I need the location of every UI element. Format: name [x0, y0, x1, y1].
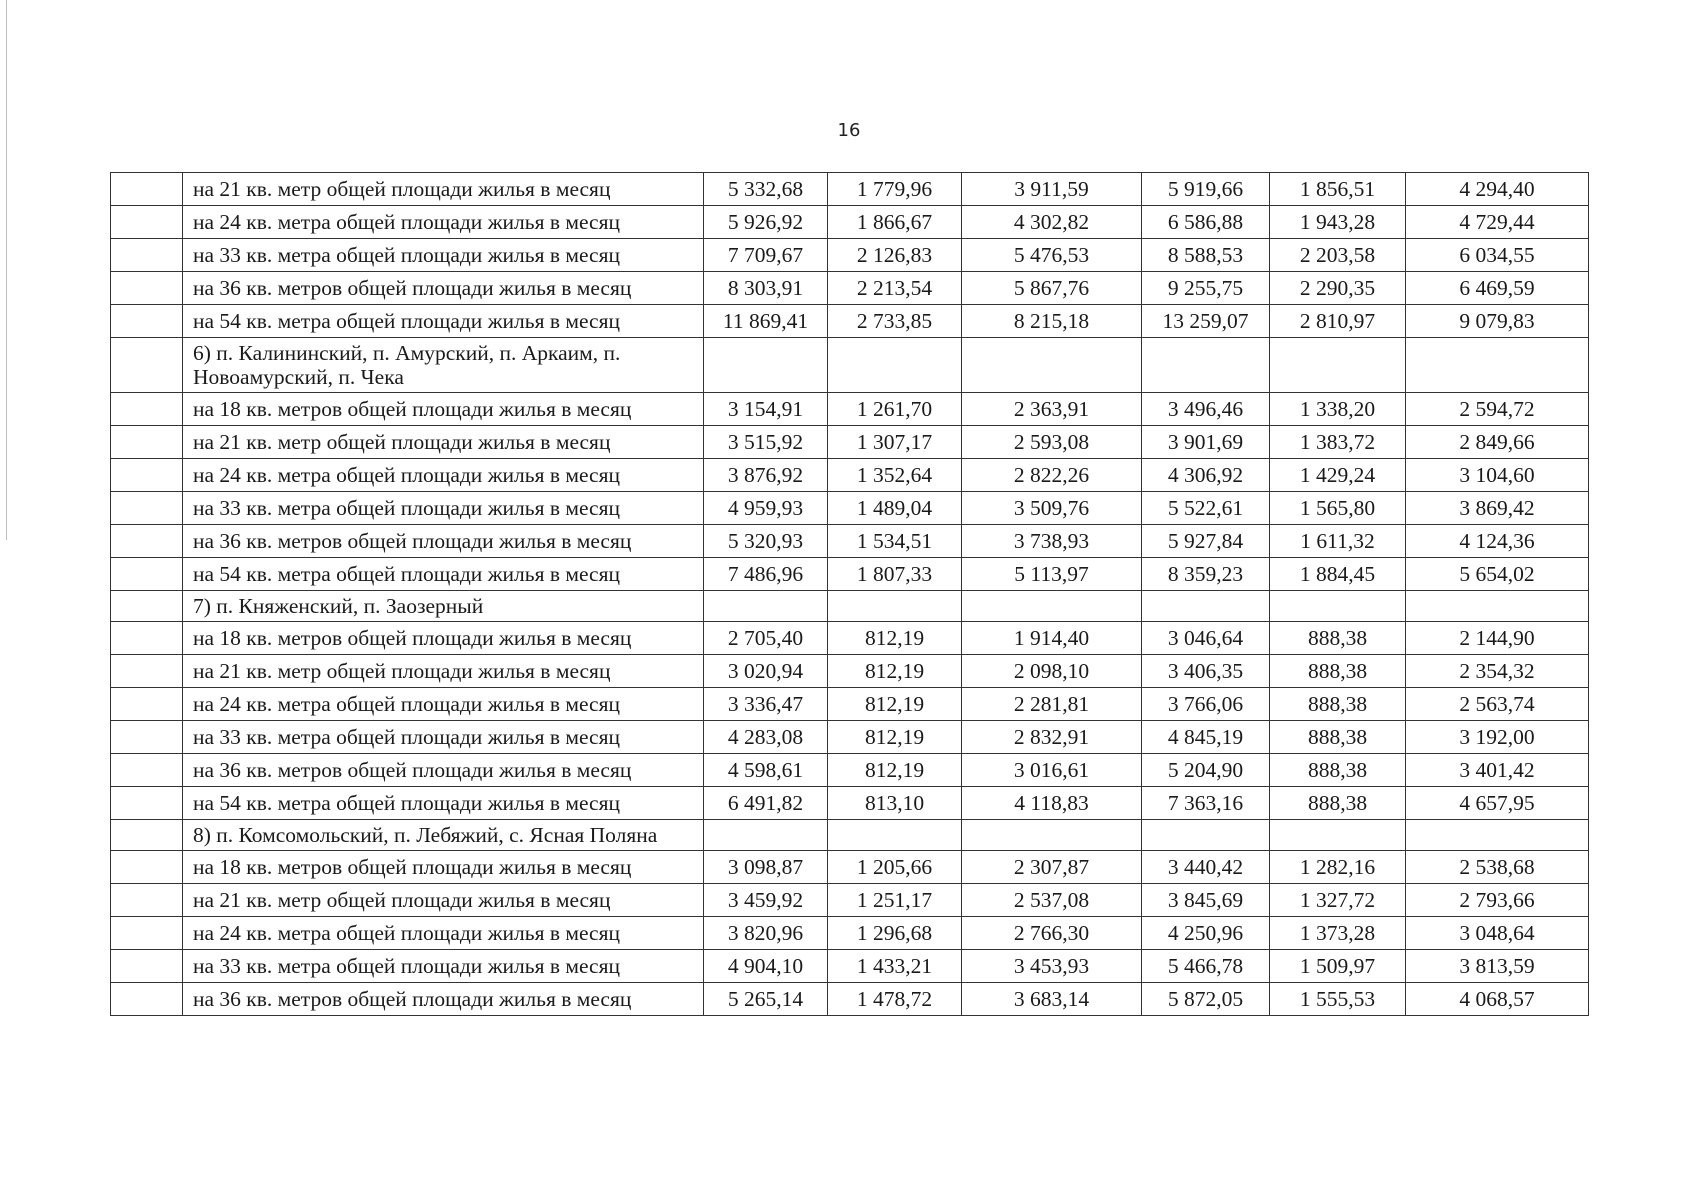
row-label: на 18 кв. метров общей площади жилья в месяц	[183, 622, 704, 655]
value-cell: 813,10	[828, 787, 962, 820]
value-cell: 8 359,23	[1142, 558, 1270, 591]
table-row	[111, 787, 1589, 820]
table-row	[111, 655, 1589, 688]
table-row	[111, 884, 1589, 917]
table-row	[111, 754, 1589, 787]
value-cell: 5 867,76	[962, 272, 1142, 305]
value-cell: 3 192,00	[1406, 721, 1589, 754]
value-cell: 1 433,21	[828, 950, 962, 983]
value-cell: 2 832,91	[962, 721, 1142, 754]
value-cell: 1 866,67	[828, 206, 962, 239]
value-cell: 3 459,92	[704, 884, 828, 917]
empty-cell	[1270, 338, 1406, 393]
table-row	[111, 272, 1589, 305]
row-number-cell	[111, 787, 183, 820]
value-cell: 3 901,69	[1142, 426, 1270, 459]
value-cell: 812,19	[828, 688, 962, 721]
value-cell: 3 820,96	[704, 917, 828, 950]
table-row	[111, 525, 1589, 558]
row-number-cell	[111, 206, 183, 239]
value-cell: 3 016,61	[962, 754, 1142, 787]
empty-cell	[704, 820, 828, 851]
value-cell: 1 807,33	[828, 558, 962, 591]
empty-cell	[704, 591, 828, 622]
row-number-cell	[111, 851, 183, 884]
row-label: на 21 кв. метр общей площади жилья в месяц	[183, 173, 704, 206]
empty-cell	[1142, 820, 1270, 851]
value-cell: 2 537,08	[962, 884, 1142, 917]
value-cell: 2 810,97	[1270, 305, 1406, 338]
value-cell: 5 466,78	[1142, 950, 1270, 983]
value-cell: 812,19	[828, 754, 962, 787]
value-cell: 1 943,28	[1270, 206, 1406, 239]
row-number-cell	[111, 173, 183, 206]
table-row	[111, 206, 1589, 239]
section-row	[111, 820, 1589, 851]
value-cell: 2 126,83	[828, 239, 962, 272]
value-cell: 2 538,68	[1406, 851, 1589, 884]
value-cell: 2 594,72	[1406, 393, 1589, 426]
value-cell: 3 336,47	[704, 688, 828, 721]
table-row	[111, 239, 1589, 272]
value-cell: 2 849,66	[1406, 426, 1589, 459]
value-cell: 2 098,10	[962, 655, 1142, 688]
section-title: 7) п. Княженский, п. Заозерный	[183, 591, 704, 622]
empty-cell	[1142, 591, 1270, 622]
value-cell: 2 290,35	[1270, 272, 1406, 305]
row-number-cell	[111, 688, 183, 721]
value-cell: 1 779,96	[828, 173, 962, 206]
row-number-cell	[111, 721, 183, 754]
row-label: на 18 кв. метров общей площади жилья в месяц	[183, 393, 704, 426]
row-number-cell	[111, 591, 183, 622]
value-cell: 4 124,36	[1406, 525, 1589, 558]
table-row	[111, 851, 1589, 884]
table-row	[111, 917, 1589, 950]
value-cell: 1 856,51	[1270, 173, 1406, 206]
value-cell: 3 738,93	[962, 525, 1142, 558]
value-cell: 3 869,42	[1406, 492, 1589, 525]
row-number-cell	[111, 622, 183, 655]
table-row	[111, 721, 1589, 754]
value-cell: 4 729,44	[1406, 206, 1589, 239]
value-cell: 3 683,14	[962, 983, 1142, 1016]
row-number-cell	[111, 393, 183, 426]
row-label: на 33 кв. метра общей площади жилья в месяц	[183, 721, 704, 754]
value-cell: 5 204,90	[1142, 754, 1270, 787]
value-cell: 1 307,17	[828, 426, 962, 459]
value-cell: 1 373,28	[1270, 917, 1406, 950]
empty-cell	[1406, 338, 1589, 393]
row-label: на 36 кв. метров общей площади жилья в месяц	[183, 272, 704, 305]
row-label: на 36 кв. метров общей площади жилья в месяц	[183, 983, 704, 1016]
value-cell: 7 709,67	[704, 239, 828, 272]
value-cell: 3 515,92	[704, 426, 828, 459]
table-row	[111, 426, 1589, 459]
table-row	[111, 305, 1589, 338]
value-cell: 1 338,20	[1270, 393, 1406, 426]
value-cell: 1 205,66	[828, 851, 962, 884]
value-cell: 2 766,30	[962, 917, 1142, 950]
tariff-table-body	[111, 173, 1589, 1016]
value-cell: 3 154,91	[704, 393, 828, 426]
row-number-cell	[111, 884, 183, 917]
table-row	[111, 393, 1589, 426]
value-cell: 5 522,61	[1142, 492, 1270, 525]
row-number-cell	[111, 272, 183, 305]
value-cell: 1 429,24	[1270, 459, 1406, 492]
value-cell: 2 822,26	[962, 459, 1142, 492]
value-cell: 1 251,17	[828, 884, 962, 917]
table-row	[111, 622, 1589, 655]
value-cell: 1 352,64	[828, 459, 962, 492]
value-cell: 1 884,45	[1270, 558, 1406, 591]
value-cell: 1 383,72	[1270, 426, 1406, 459]
empty-cell	[704, 338, 828, 393]
value-cell: 4 294,40	[1406, 173, 1589, 206]
table-row	[111, 950, 1589, 983]
value-cell: 6 034,55	[1406, 239, 1589, 272]
value-cell: 3 845,69	[1142, 884, 1270, 917]
value-cell: 4 306,92	[1142, 459, 1270, 492]
empty-cell	[962, 338, 1142, 393]
row-label: на 33 кв. метра общей площади жилья в месяц	[183, 950, 704, 983]
row-label: на 24 кв. метра общей площади жилья в месяц	[183, 688, 704, 721]
row-number-cell	[111, 338, 183, 393]
value-cell: 11 869,41	[704, 305, 828, 338]
value-cell: 5 872,05	[1142, 983, 1270, 1016]
tariff-table	[110, 172, 1589, 1016]
row-number-cell	[111, 239, 183, 272]
value-cell: 9 079,83	[1406, 305, 1589, 338]
value-cell: 1 489,04	[828, 492, 962, 525]
value-cell: 3 453,93	[962, 950, 1142, 983]
value-cell: 1 282,16	[1270, 851, 1406, 884]
value-cell: 3 020,94	[704, 655, 828, 688]
row-label: на 54 кв. метра общей площади жилья в месяц	[183, 787, 704, 820]
value-cell: 812,19	[828, 655, 962, 688]
row-number-cell	[111, 983, 183, 1016]
row-number-cell	[111, 754, 183, 787]
value-cell: 5 927,84	[1142, 525, 1270, 558]
value-cell: 1 296,68	[828, 917, 962, 950]
row-label: на 36 кв. метров общей площади жилья в месяц	[183, 754, 704, 787]
value-cell: 888,38	[1270, 622, 1406, 655]
page-number: 16	[837, 120, 861, 141]
value-cell: 1 565,80	[1270, 492, 1406, 525]
value-cell: 3 911,59	[962, 173, 1142, 206]
value-cell: 888,38	[1270, 754, 1406, 787]
row-number-cell	[111, 820, 183, 851]
value-cell: 2 354,32	[1406, 655, 1589, 688]
value-cell: 2 705,40	[704, 622, 828, 655]
value-cell: 6 469,59	[1406, 272, 1589, 305]
row-label: на 54 кв. метра общей площади жилья в месяц	[183, 305, 704, 338]
value-cell: 2 733,85	[828, 305, 962, 338]
value-cell: 888,38	[1270, 787, 1406, 820]
value-cell: 1 261,70	[828, 393, 962, 426]
value-cell: 13 259,07	[1142, 305, 1270, 338]
row-label: на 24 кв. метра общей площади жилья в месяц	[183, 917, 704, 950]
value-cell: 7 486,96	[704, 558, 828, 591]
value-cell: 6 491,82	[704, 787, 828, 820]
value-cell: 4 598,61	[704, 754, 828, 787]
value-cell: 3 098,87	[704, 851, 828, 884]
value-cell: 9 255,75	[1142, 272, 1270, 305]
value-cell: 4 845,19	[1142, 721, 1270, 754]
value-cell: 2 213,54	[828, 272, 962, 305]
value-cell: 2 307,87	[962, 851, 1142, 884]
value-cell: 5 654,02	[1406, 558, 1589, 591]
empty-cell	[828, 591, 962, 622]
row-label: на 21 кв. метр общей площади жилья в месяц	[183, 426, 704, 459]
row-label: на 21 кв. метр общей площади жилья в месяц	[183, 884, 704, 917]
value-cell: 1 509,97	[1270, 950, 1406, 983]
value-cell: 3 496,46	[1142, 393, 1270, 426]
value-cell: 2 793,66	[1406, 884, 1589, 917]
value-cell: 2 593,08	[962, 426, 1142, 459]
empty-cell	[1406, 820, 1589, 851]
row-label: на 36 кв. метров общей площади жилья в месяц	[183, 525, 704, 558]
value-cell: 4 904,10	[704, 950, 828, 983]
row-number-cell	[111, 917, 183, 950]
section-title: 8) п. Комсомольский, п. Лебяжий, с. Ясная Поляна	[183, 820, 704, 851]
table-row	[111, 492, 1589, 525]
empty-cell	[962, 591, 1142, 622]
value-cell: 3 813,59	[1406, 950, 1589, 983]
row-number-cell	[111, 558, 183, 591]
value-cell: 1 534,51	[828, 525, 962, 558]
table-row	[111, 688, 1589, 721]
empty-cell	[1270, 820, 1406, 851]
value-cell: 5 320,93	[704, 525, 828, 558]
value-cell: 4 657,95	[1406, 787, 1589, 820]
value-cell: 888,38	[1270, 721, 1406, 754]
row-label: на 33 кв. метра общей площади жилья в месяц	[183, 239, 704, 272]
value-cell: 8 303,91	[704, 272, 828, 305]
value-cell: 3 046,64	[1142, 622, 1270, 655]
row-label: на 54 кв. метра общей площади жилья в месяц	[183, 558, 704, 591]
section-title: 6) п. Калининский, п. Амурский, п. Аркаим, п. Новоамурский, п. Чека	[183, 338, 704, 393]
value-cell: 1 478,72	[828, 983, 962, 1016]
value-cell: 888,38	[1270, 688, 1406, 721]
value-cell: 6 586,88	[1142, 206, 1270, 239]
section-row	[111, 591, 1589, 622]
empty-cell	[1270, 591, 1406, 622]
value-cell: 4 250,96	[1142, 917, 1270, 950]
table-row	[111, 558, 1589, 591]
value-cell: 4 959,93	[704, 492, 828, 525]
value-cell: 5 476,53	[962, 239, 1142, 272]
value-cell: 7 363,16	[1142, 787, 1270, 820]
value-cell: 3 048,64	[1406, 917, 1589, 950]
value-cell: 2 203,58	[1270, 239, 1406, 272]
value-cell: 3 876,92	[704, 459, 828, 492]
empty-cell	[828, 820, 962, 851]
row-label: на 18 кв. метров общей площади жилья в месяц	[183, 851, 704, 884]
row-label: на 24 кв. метра общей площади жилья в месяц	[183, 206, 704, 239]
row-number-cell	[111, 492, 183, 525]
empty-cell	[962, 820, 1142, 851]
row-label: на 21 кв. метр общей площади жилья в месяц	[183, 655, 704, 688]
value-cell: 812,19	[828, 721, 962, 754]
row-number-cell	[111, 426, 183, 459]
value-cell: 1 914,40	[962, 622, 1142, 655]
empty-cell	[828, 338, 962, 393]
row-number-cell	[111, 525, 183, 558]
section-row	[111, 338, 1589, 393]
value-cell: 888,38	[1270, 655, 1406, 688]
value-cell: 3 766,06	[1142, 688, 1270, 721]
table-row	[111, 173, 1589, 206]
value-cell: 2 144,90	[1406, 622, 1589, 655]
value-cell: 5 113,97	[962, 558, 1142, 591]
scan-edge-line	[6, 0, 7, 540]
value-cell: 4 302,82	[962, 206, 1142, 239]
empty-cell	[1142, 338, 1270, 393]
row-label: на 33 кв. метра общей площади жилья в месяц	[183, 492, 704, 525]
value-cell: 812,19	[828, 622, 962, 655]
value-cell: 3 104,60	[1406, 459, 1589, 492]
empty-cell	[1406, 591, 1589, 622]
row-number-cell	[111, 950, 183, 983]
value-cell: 8 588,53	[1142, 239, 1270, 272]
value-cell: 1 611,32	[1270, 525, 1406, 558]
value-cell: 3 509,76	[962, 492, 1142, 525]
value-cell: 2 563,74	[1406, 688, 1589, 721]
value-cell: 5 926,92	[704, 206, 828, 239]
value-cell: 5 332,68	[704, 173, 828, 206]
table-row	[111, 459, 1589, 492]
value-cell: 4 283,08	[704, 721, 828, 754]
value-cell: 3 401,42	[1406, 754, 1589, 787]
table-row	[111, 983, 1589, 1016]
value-cell: 1 555,53	[1270, 983, 1406, 1016]
row-number-cell	[111, 459, 183, 492]
value-cell: 5 265,14	[704, 983, 828, 1016]
value-cell: 4 118,83	[962, 787, 1142, 820]
value-cell: 3 406,35	[1142, 655, 1270, 688]
value-cell: 3 440,42	[1142, 851, 1270, 884]
row-number-cell	[111, 655, 183, 688]
value-cell: 5 919,66	[1142, 173, 1270, 206]
value-cell: 8 215,18	[962, 305, 1142, 338]
row-number-cell	[111, 305, 183, 338]
row-label: на 24 кв. метра общей площади жилья в месяц	[183, 459, 704, 492]
value-cell: 1 327,72	[1270, 884, 1406, 917]
value-cell: 4 068,57	[1406, 983, 1589, 1016]
value-cell: 2 281,81	[962, 688, 1142, 721]
value-cell: 2 363,91	[962, 393, 1142, 426]
